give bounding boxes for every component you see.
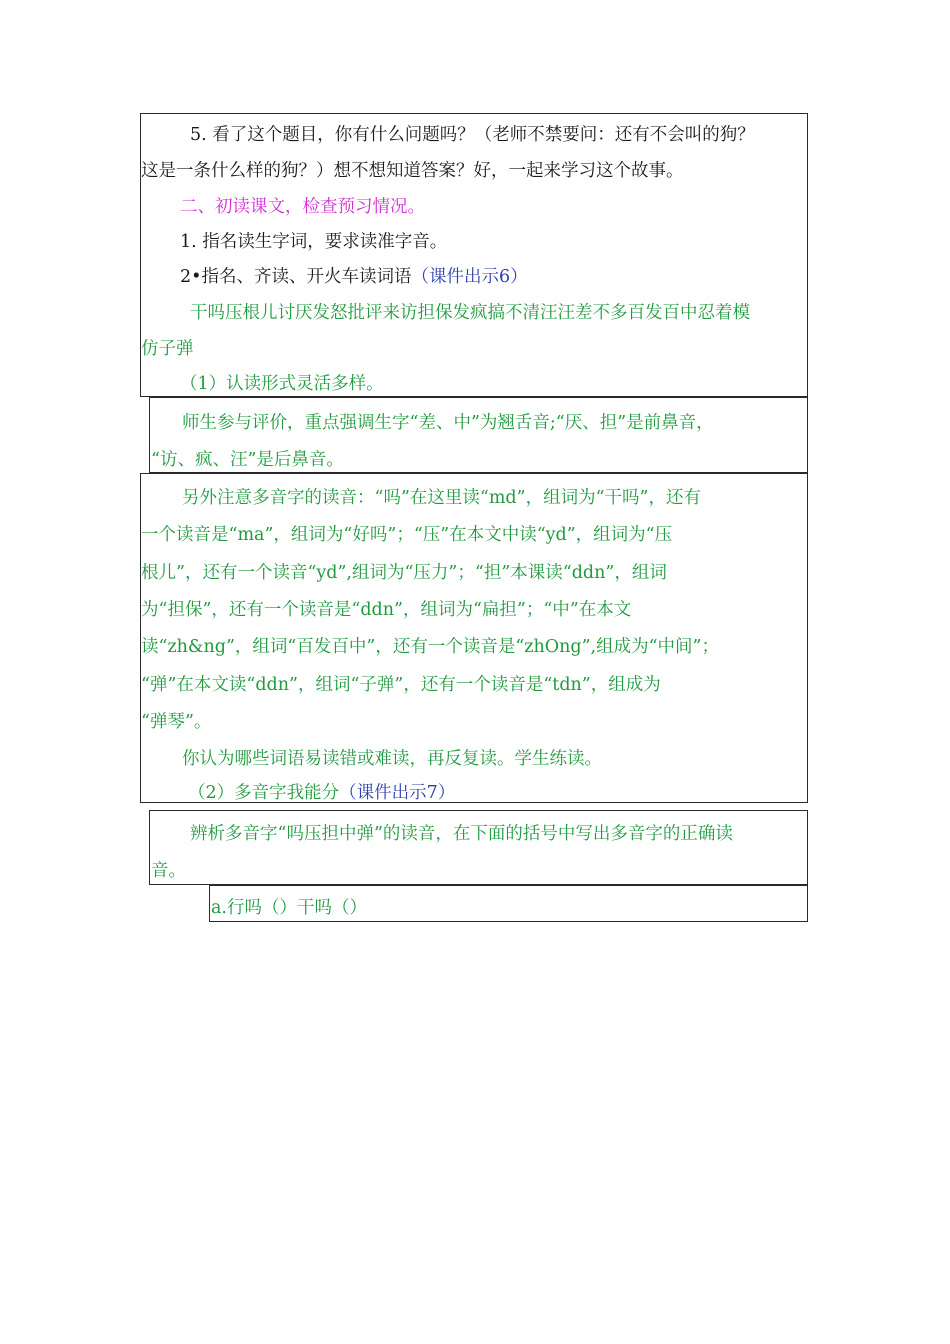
- polyphone-note-line-3: 根儿”，还有一个读音“yd”,组词为“压力”；“担”本课读“ddn”，组词: [141, 563, 667, 583]
- polyphone-note-line-6: “弹”在本文读“ddn”，组词“子弹”，还有一个读音是“tdn”，组成为: [141, 675, 661, 695]
- sub-step-1: （1）认读形式灵活多样。: [180, 374, 384, 394]
- section-heading-2: 二、初读课文，检查预习情况。: [180, 197, 425, 217]
- sub-step-2-text: （2）多音字我能分: [188, 783, 340, 803]
- question-5-line-2: 这是一条什么样的狗？）想不想知道答案？好，一起来学习这个故事。: [141, 161, 684, 181]
- step-1: 1. 指名读生字词，要求读准字音。: [180, 232, 448, 252]
- sub-step-2-courseware-ref: （课件出示7）: [339, 783, 456, 803]
- step-2-courseware-ref: （课件出示6）: [411, 267, 528, 287]
- exercise-instruction-line-2: 音。: [151, 861, 186, 881]
- exercise-instruction-line-1: 辨析多音字“吗压担中弹”的读音，在下面的括号中写出多音字的正确读: [190, 824, 733, 844]
- step-2: [180, 266, 528, 288]
- polyphone-note-line-2: 一个读音是“ma”，组词为“好吗”；“压”在本文中读“yd”，组词为“压: [141, 525, 673, 545]
- practice-note: 你认为哪些词语易读错或难读，再反复读。学生练读。: [182, 749, 602, 769]
- polyphone-note-line-1: 另外注意多音字的读音：“吗”在这里读“md”，组词为“干吗”，还有: [182, 488, 701, 508]
- sub-step-2: [188, 782, 455, 804]
- polyphone-note-line-4: 为“担保”，还有一个读音是“ddn”，组词为“扁担”；“中”在本文: [141, 600, 632, 620]
- polyphone-note-line-7: “弹琴”。: [141, 712, 212, 732]
- evaluation-line-2: “访、疯、汪”是后鼻音。: [151, 450, 344, 470]
- polyphone-note-line-5: 读“zh&ng”，组词“百发百中”，还有一个读音是“zhOng”,组成为“中间”；: [141, 637, 719, 657]
- vocabulary-line-1: 干吗压根儿讨厌发怒批评来访担保发疯搞不清汪汪差不多百发百中忍着模: [190, 303, 750, 323]
- step-2-text: 2•指名、齐读、开火车读词语: [180, 267, 412, 287]
- question-5-line-1: 5. 看了这个题目，你有什么问题吗？（老师不禁要问：还有不会叫的狗？: [190, 125, 755, 145]
- exercise-item-a: a.行吗（）干吗（）: [211, 898, 367, 918]
- section-box-1: [140, 113, 808, 397]
- evaluation-line-1: 师生参与评价，重点强调生字“差、中”为翘舌音;“厌、担”是前鼻音，: [182, 413, 714, 433]
- vocabulary-line-2: 仿子弹: [141, 339, 194, 359]
- section-box-4: [149, 810, 808, 885]
